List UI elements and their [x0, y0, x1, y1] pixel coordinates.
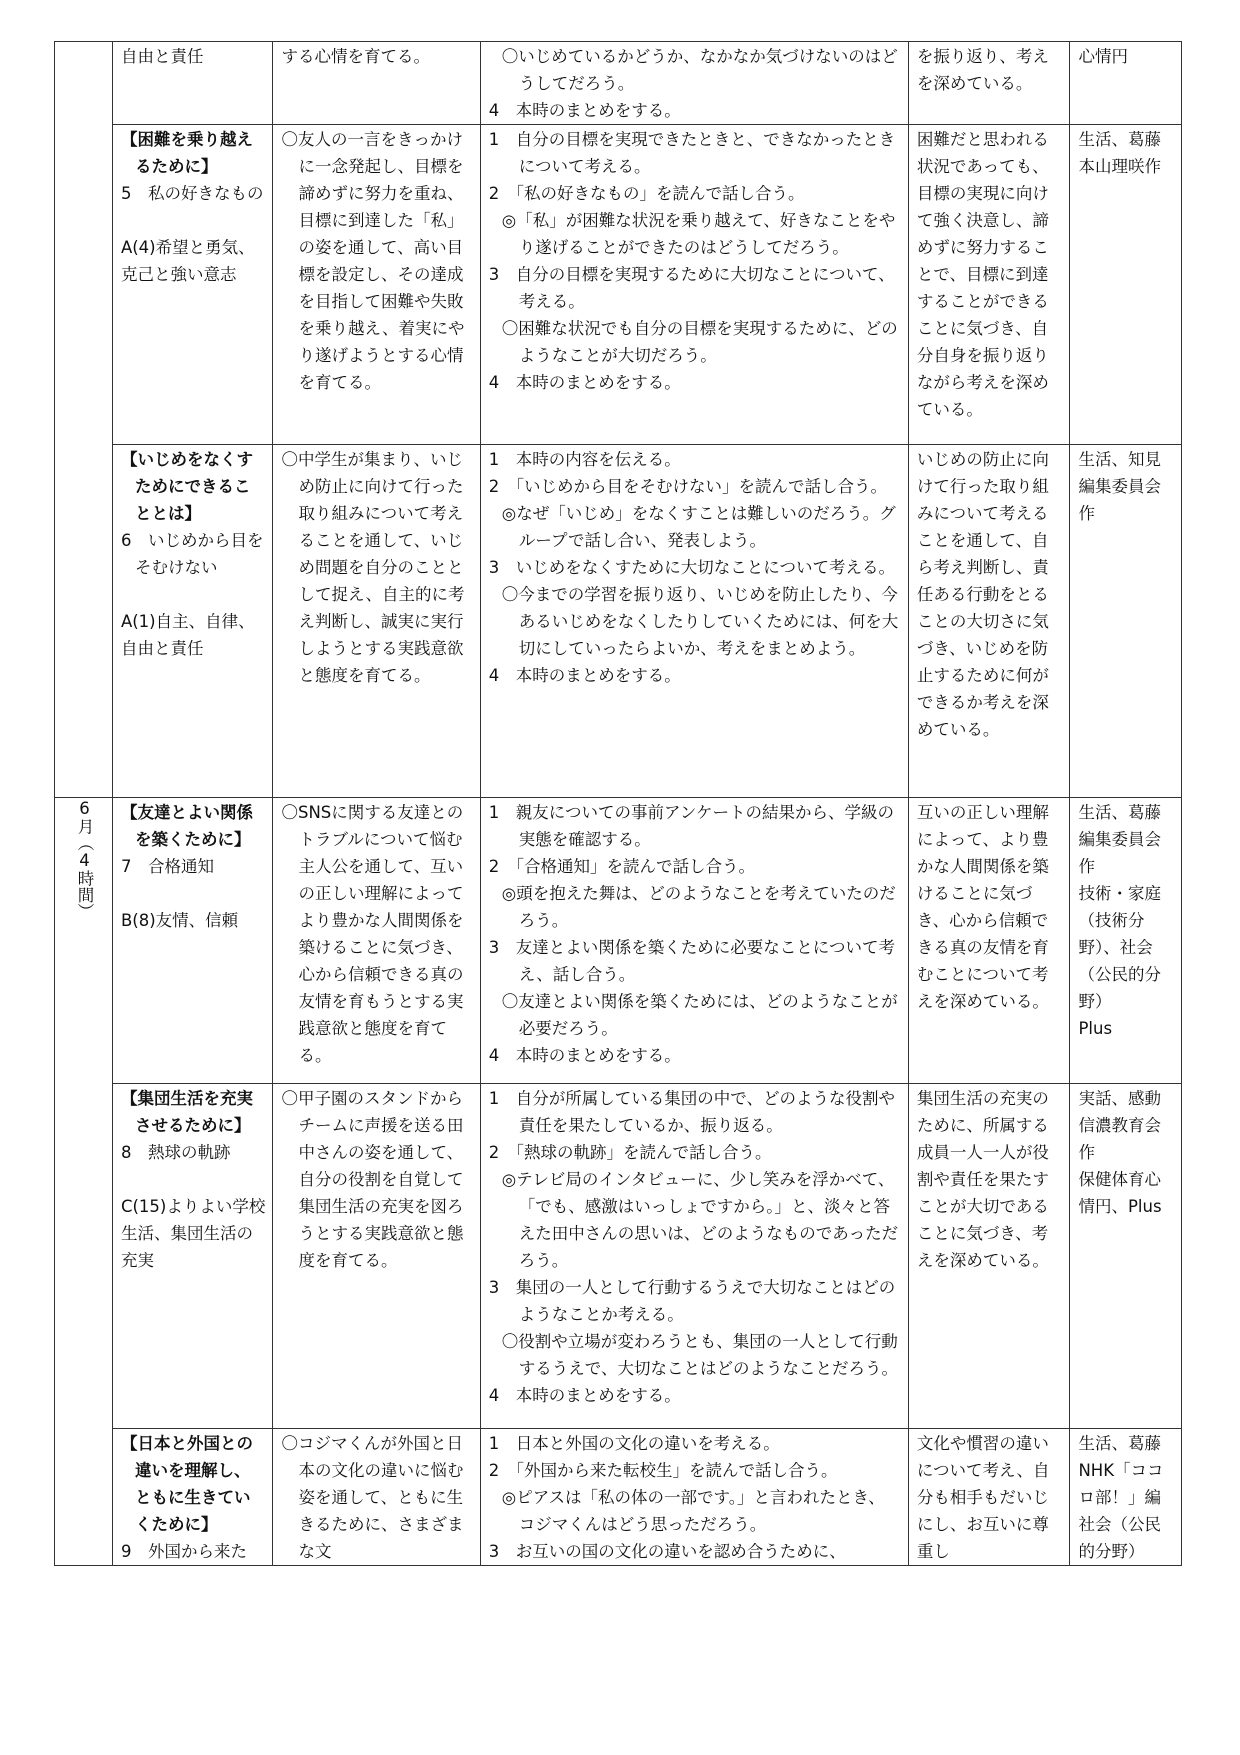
moral-value: C(15)よりよい学校生活、集団生活の充実: [120, 1197, 266, 1270]
lesson-plan-table: [54, 41, 1182, 1566]
moral-value: B(8)友情、信頼: [120, 911, 239, 930]
material-cell: [1070, 445, 1182, 798]
flow-step: 1 親友についての事前アンケートの結果から、学級の実態を確認する。: [488, 803, 894, 849]
theme-cell: [112, 125, 273, 445]
theme-cell: [112, 1429, 273, 1566]
theme-title: 【困難を乗り越えるために】: [120, 130, 253, 176]
material-text: 生活、葛藤 NHK「ココロ部！」編 社会（公民的分野）: [1078, 1434, 1164, 1561]
lesson-aim: 〇中学生が集まり、いじめ防止に向けて行った取り組みについて考えることを通して、いじめ問題を自分のこととして捉え、自主的に考え判断し、誠実に実行しようとする実践意欲と態度を育てる。: [281, 450, 465, 685]
theme-cell: [112, 798, 273, 1084]
flow-question: 〇いじめているかどうか、なかなか気づけないのはどうしてだろう。: [501, 47, 898, 93]
lesson-title: 6 いじめから目をそむけない: [120, 531, 264, 577]
moral-value: 自由と責任: [120, 47, 204, 66]
lesson-title: 8 熱球の軌跡: [120, 1143, 231, 1162]
lesson-title: 7 合格通知: [120, 857, 214, 876]
flow-question: ◎なぜ「いじめ」をなくすことは難しいのだろう。グループで話し合い、発表しよう。: [501, 504, 896, 550]
flow-step: 4 本時のまとめをする。: [488, 666, 681, 685]
material-cell: [1070, 42, 1182, 125]
flow-cell: [480, 42, 908, 125]
flow-question: 〇友達とよい関係を築くためには、どのようなことが必要だろう。: [501, 992, 898, 1038]
flow-step: 2 「合格通知」を読んで話し合う。: [488, 857, 756, 876]
flow-step: 2 「熱球の軌跡」を読んで話し合う。: [488, 1143, 772, 1162]
evaluation-text: 困難だと思われる状況であっても、目標の実現に向けて強く決意し、諦めずに努力することで、目標に到達することができることに気づき、自分自身を振り返りながら考えを深めている。: [916, 130, 1049, 419]
flow-question: 〇役割や立場が変わろうとも、集団の一人として行動するうえで、大切なことはどのようなことだろう。: [501, 1332, 898, 1378]
aim-cell: [273, 445, 480, 798]
month-label: 6月（4時間）: [74, 799, 94, 920]
theme-cell: [112, 1084, 273, 1429]
flow-step: 4 本時のまとめをする。: [488, 1386, 681, 1405]
flow-step: 4 本時のまとめをする。: [488, 373, 681, 392]
flow-step: 3 お互いの国の文化の違いを認め合うために、: [488, 1542, 846, 1561]
moral-value: A(4)希望と勇気、克己と強い意志: [120, 238, 255, 284]
flow-step: 1 日本と外国の文化の違いを考える。: [488, 1434, 780, 1453]
flow-question: 〇困難な状況でも自分の目標を実現するために、どのようなことが大切だろう。: [501, 319, 898, 365]
theme-title: 【いじめをなくすためにできることとは】: [120, 450, 253, 523]
table-row: [55, 798, 1182, 1084]
theme-cell: [112, 42, 273, 125]
flow-step: 4 本時のまとめをする。: [488, 1046, 681, 1065]
flow-question: ◎ピアスは「私の体の一部です。」と言われたとき、コジマくんはどう思っただろう。: [501, 1488, 885, 1534]
moral-value: A(1)自主、自律、自由と責任: [120, 612, 255, 658]
lesson-title: 5 私の好きなもの: [120, 184, 264, 203]
aim-cell: [273, 1084, 480, 1429]
evaluation-cell: [908, 798, 1070, 1084]
material-text: 生活、葛藤本山理咲作: [1078, 130, 1161, 176]
aim-cell: [273, 798, 480, 1084]
lesson-title: 9 外国から来た: [120, 1542, 247, 1561]
material-cell: [1070, 1084, 1182, 1429]
aim-cell: [273, 1429, 480, 1566]
aim-cell: [273, 125, 480, 445]
flow-step: 3 自分の目標を実現するために大切なことについて、考える。: [488, 265, 895, 311]
lesson-aim: 〇SNSに関する友達とのトラブルについて悩む主人公を通して、互いの正しい理解によってより豊かな人間関係を築けることに気づき、心から信頼できる真の友情を育もうとする実践意欲と態度を育てる。: [281, 803, 464, 1065]
theme-title: 【集団生活を充実させるために】: [120, 1089, 253, 1135]
table-row: [55, 445, 1182, 798]
aim-cell: [273, 42, 480, 125]
flow-step: 3 いじめをなくすために大切なことについて考える。: [488, 558, 895, 577]
flow-step: 3 友達とよい関係を築くために必要なことについて考え、話し合う。: [488, 938, 895, 984]
evaluation-text: 文化や慣習の違いについて考え、自分も相手もだいじにし、お互いに尊重し: [916, 1434, 1050, 1561]
flow-question: ◎テレビ局のインタビューに、少し笑みを浮かべて、「でも、感激はいっしょですから。」と、淡々と答えた田中さんの思いは、どのようなものであっただろう。: [501, 1170, 899, 1270]
flow-cell: [480, 1429, 908, 1566]
flow-cell: [480, 798, 908, 1084]
flow-step: 4 本時のまとめをする。: [488, 101, 681, 120]
lesson-aim: 〇甲子園のスタンドからチームに声援を送る田中さんの姿を通して、自分の役割を自覚して集団生活の充実を図ろうとする実践意欲と態度を育てる。: [281, 1089, 464, 1270]
table-row: [55, 42, 1182, 125]
material-text: 生活、葛藤編集委員会作 技術・家庭（技術分野）、社会（公民的分野） Plus: [1078, 803, 1161, 1038]
lesson-aim: 〇友人の一言をきっかけに一念発起し、目標を諦めずに努力を重ね、目標に到達した「私」の姿を通して、高い目標を設定し、その達成を目指して困難や失敗を乗り越え、着実にやり遂げようとする心情を育てる。: [281, 130, 465, 392]
flow-question: ◎頭を抱えた舞は、どのようなことを考えていたのだろう。: [501, 884, 896, 930]
flow-cell: [480, 1084, 908, 1429]
flow-step: 2 「いじめから目をそむけない」を読んで話し合う。: [488, 477, 888, 496]
flow-question: 〇今までの学習を振り返り、いじめを防止したり、今あるいじめをなくしたりしていくためには、何を大切にしていったらよいか、考えをまとめよう。: [501, 585, 899, 658]
lesson-aim: 〇コジマくんが外国と日本の文化の違いに悩む姿を通して、ともに生きるために、さまざまな文: [281, 1434, 464, 1561]
table-row: [55, 125, 1182, 445]
evaluation-text: 集団生活の充実のために、所属する成員一人一人が役割や責任を果たすことが大切であることに気づき、考えを深めている。: [916, 1089, 1049, 1270]
flow-step: 2 「私の好きなもの」を読んで話し合う。: [488, 184, 805, 203]
evaluation-cell: [908, 1429, 1070, 1566]
flow-step: 1 本時の内容を伝える。: [488, 450, 681, 469]
flow-step: 1 自分が所属している集団の中で、どのような役割や責任を果たしているか、振り返る。: [488, 1089, 895, 1135]
evaluation-cell: [908, 445, 1070, 798]
material-cell: [1070, 798, 1182, 1084]
flow-step: 1 自分の目標を実現できたときと、できなかったときについて考える。: [488, 130, 896, 176]
lesson-aim: する心情を育てる。: [281, 47, 430, 66]
evaluation-text: を振り返り、考えを深めている。: [916, 47, 1049, 93]
evaluation-cell: [908, 125, 1070, 445]
flow-question: ◎「私」が困難な状況を乗り越えて、好きなことをやり遂げることができたのはどうしてだろう。: [501, 211, 896, 257]
material-cell: [1070, 125, 1182, 445]
table-row: [55, 1084, 1182, 1429]
flow-cell: [480, 125, 908, 445]
material-text: 心情円: [1078, 47, 1128, 66]
evaluation-text: 互いの正しい理解によって、より豊かな人間関係を築けることに気づき、心から信頼できる真の友情を育むことについて考えを深めている。: [916, 803, 1049, 1011]
theme-title: 【日本と外国との違いを理解し、ともに生きていくために】: [120, 1434, 253, 1534]
month-cell-empty: [55, 42, 113, 798]
month-cell: [55, 798, 113, 1566]
evaluation-text: いじめの防止に向けて行った取り組みについて考えることを通して、自ら考え判断し、責任ある行動をとることの大切さに気づき、いじめを防止するために何ができるか考えを深めている。: [916, 450, 1049, 739]
theme-title: 【友達とよい関係を築くために】: [120, 803, 253, 849]
theme-cell: [112, 445, 273, 798]
evaluation-cell: [908, 42, 1070, 125]
evaluation-cell: [908, 1084, 1070, 1429]
flow-cell: [480, 445, 908, 798]
flow-step: 2 「外国から来た転校生」を読んで話し合う。: [488, 1461, 838, 1480]
table-row: [55, 1429, 1182, 1566]
material-cell: [1070, 1429, 1182, 1566]
flow-step: 3 集団の一人として行動するうえで大切なことはどのようなことか考える。: [488, 1278, 896, 1324]
material-text: 実話、感動信濃教育会作 保健体育心情円、Plus: [1078, 1089, 1162, 1216]
material-text: 生活、知見編集委員会作: [1078, 450, 1161, 523]
